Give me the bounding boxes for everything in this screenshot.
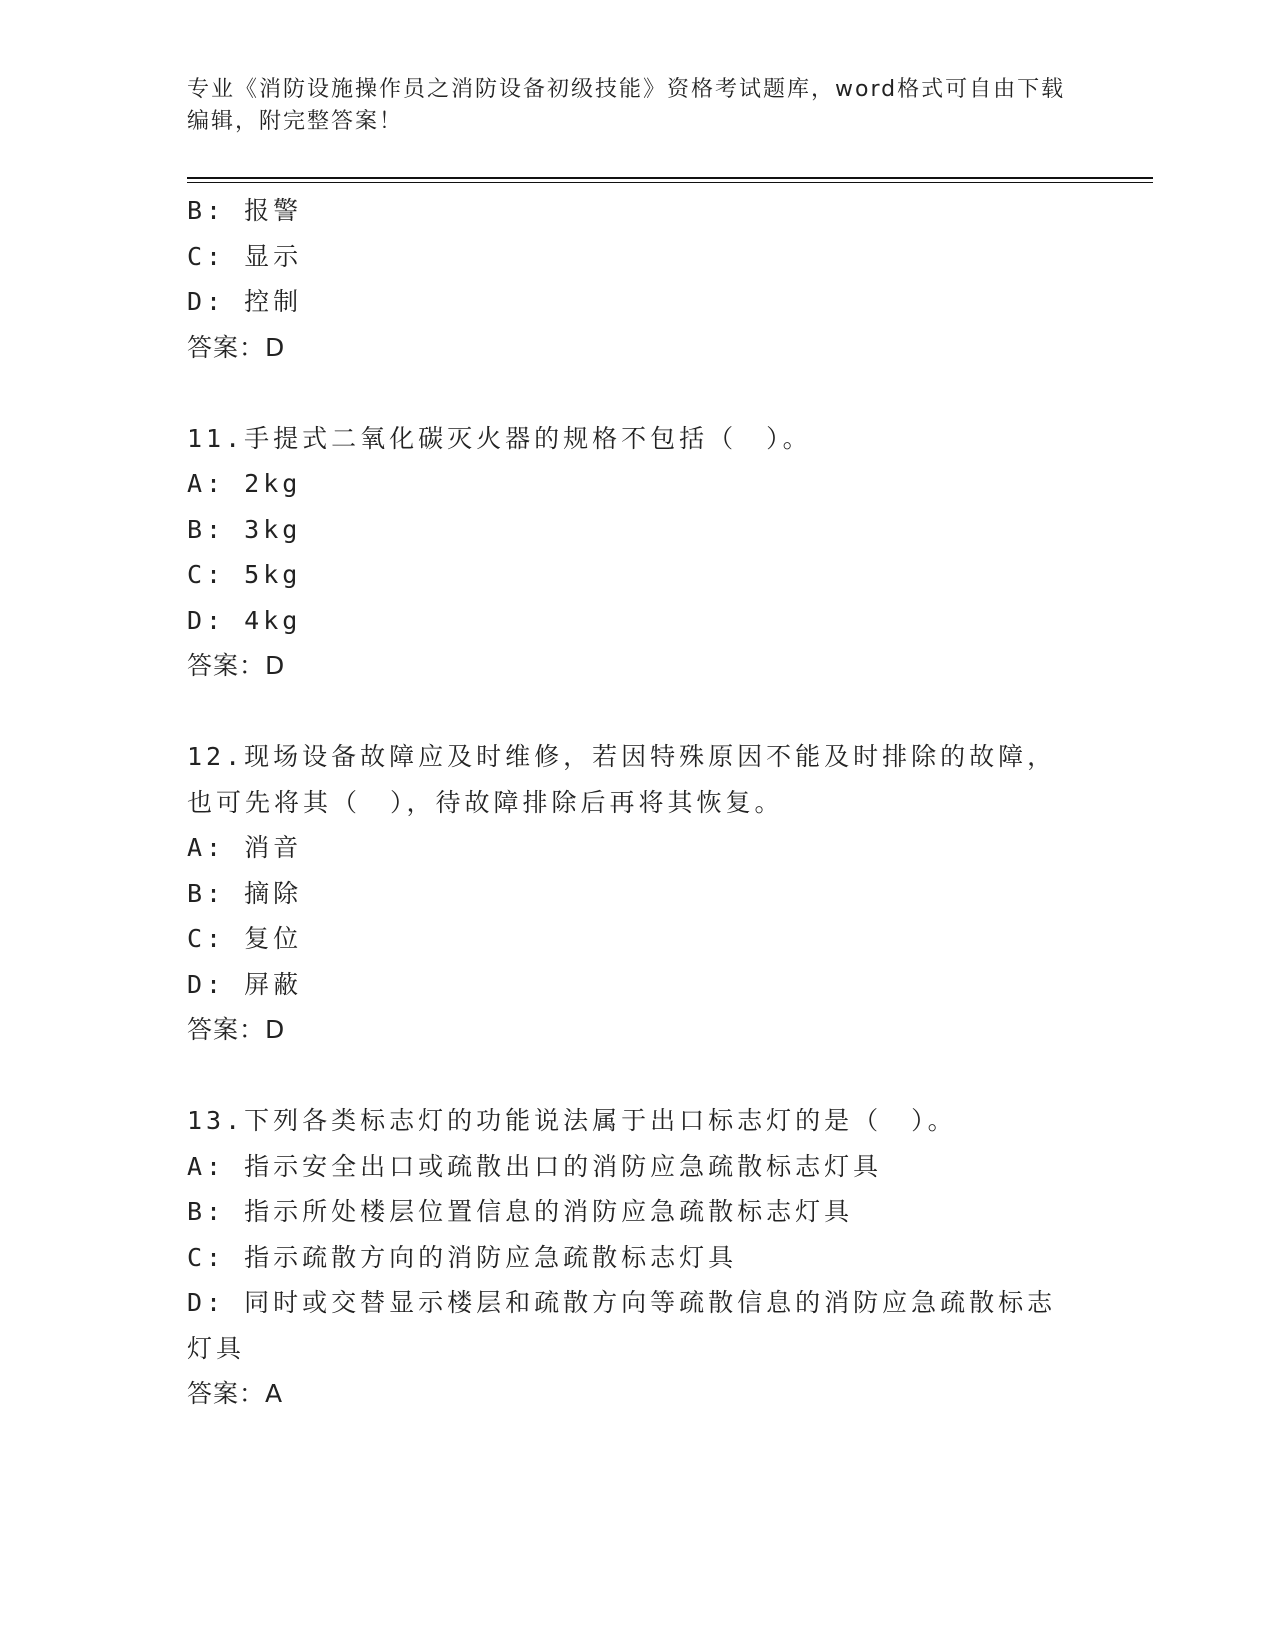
answer-line: 答案：D (187, 1015, 286, 1044)
option-d: D: 控制 (187, 287, 303, 316)
option-d: D: 屏蔽 (187, 969, 303, 999)
spacer (187, 370, 1087, 416)
question-stem: 13.下列各类标志灯的功能说法属于出口标志灯的是（ ）。 (187, 1106, 957, 1135)
spacer (187, 1053, 1087, 1099)
header-rule-thin (187, 182, 1153, 183)
question-list (187, 188, 1087, 1417)
answer-line: 答案：D (187, 651, 286, 680)
option-c: C: 指示疏散方向的消防应急疏散标志灯具 (187, 1242, 738, 1272)
answer-line: 答案：A (187, 1379, 284, 1408)
prev-question-block (187, 188, 1087, 370)
option-d: D: 同时或交替显示楼层和疏散方向等疏散信息的消防应急疏散标志灯具 (187, 1288, 1057, 1363)
question-11 (187, 416, 1087, 689)
option-a: A: 2kg (187, 469, 302, 498)
option-a: A: 指示安全出口或疏散出口的消防应急疏散标志灯具 (187, 1151, 883, 1181)
option-b: B: 摘除 (187, 878, 303, 908)
question-12 (187, 734, 1087, 1053)
question-stem: 12.现场设备故障应及时维修，若因特殊原因不能及时排除的故障，也可先将其（ ），待故障排除后再将其恢复。 (187, 742, 1057, 817)
document-header: 专业《消防设施操作员之消防设备初级技能》资格考试题库，word格式可自由下载编辑，附完整答案！ (187, 77, 1066, 134)
answer-line: 答案：D (187, 332, 286, 362)
option-c: C: 复位 (187, 924, 303, 953)
spacer (187, 689, 1087, 735)
header-rule-thick (187, 177, 1153, 179)
option-d: D: 4kg (187, 605, 302, 635)
option-b: B: 指示所处楼层位置信息的消防应急疏散标志灯具 (187, 1197, 854, 1226)
question-13 (187, 1098, 1087, 1417)
option-b: B: 3kg (187, 514, 302, 544)
question-stem: 11.手提式二氧化碳灭火器的规格不包括（ ）。 (187, 423, 812, 453)
option-c: C: 显示 (187, 241, 303, 271)
option-a: A: 消音 (187, 833, 303, 862)
option-c: C: 5kg (187, 560, 302, 589)
option-b: B: 报警 (187, 196, 303, 225)
